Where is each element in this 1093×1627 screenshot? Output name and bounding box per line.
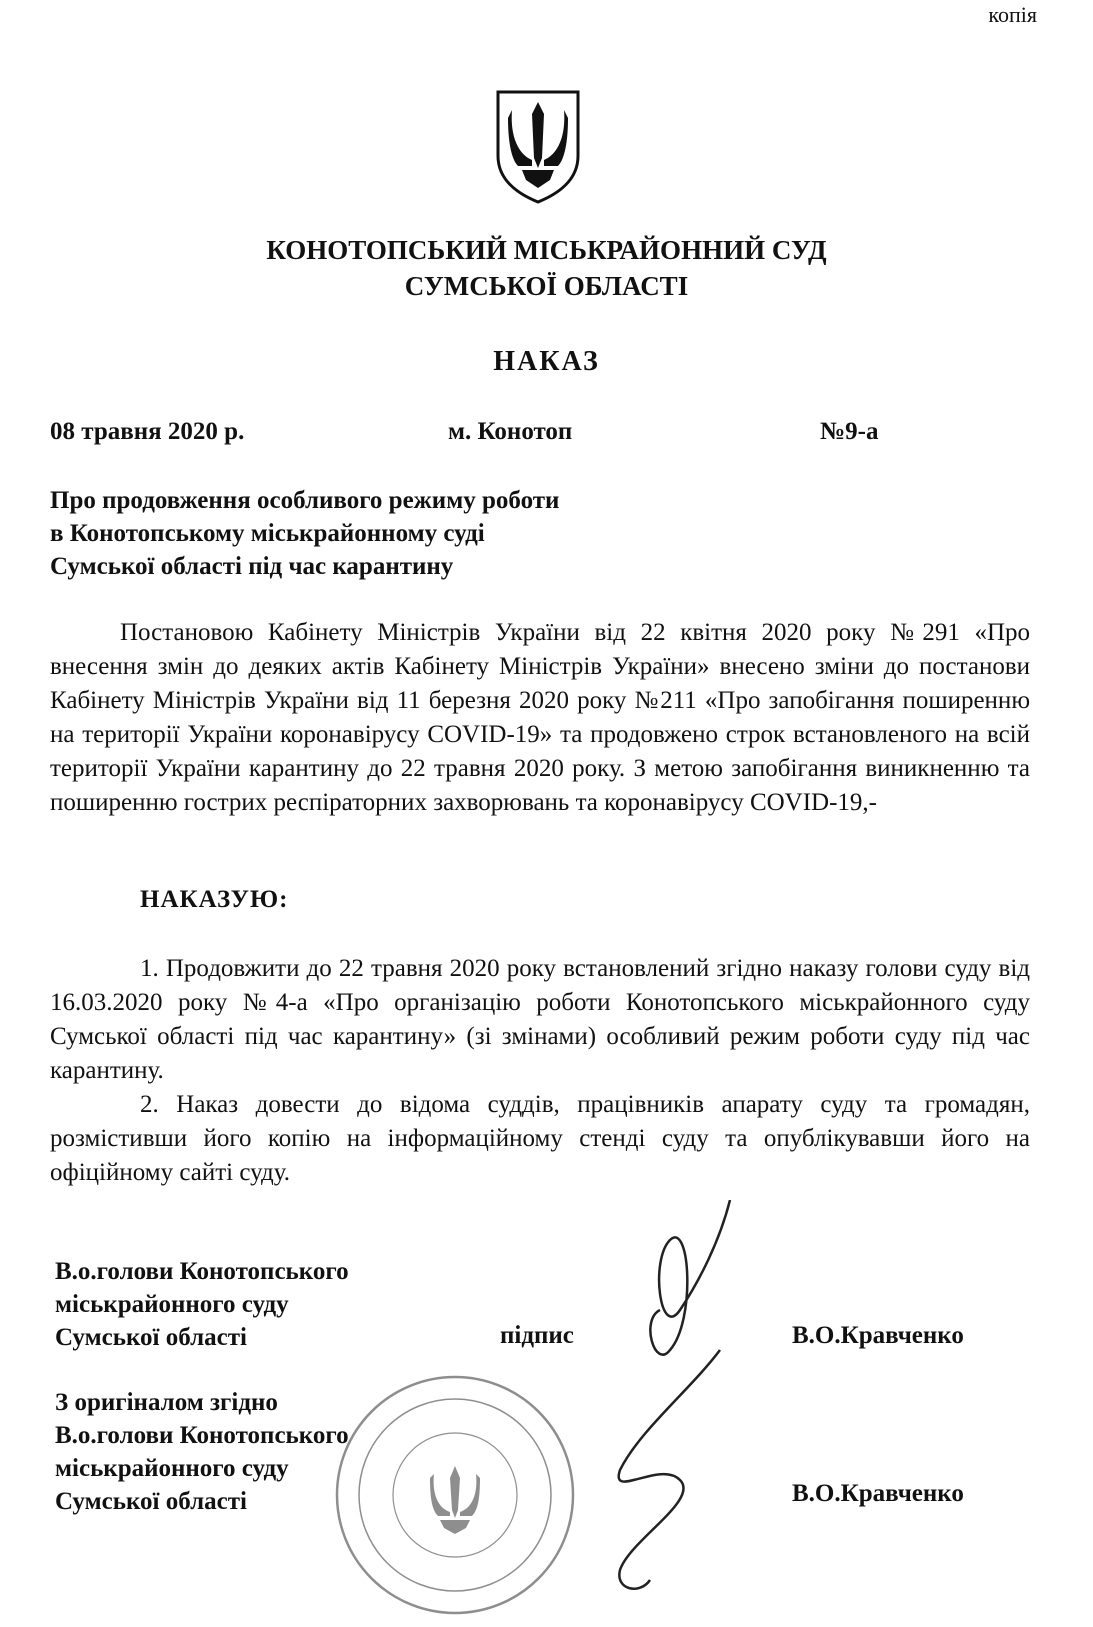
certification-line1: З оригіналом згідно [55,1389,278,1416]
certification-block [55,1386,349,1518]
court-name-line2: СУМСЬКОЇ ОБЛАСТІ [404,271,689,301]
signatory-block [55,1255,349,1354]
order-date: 08 травня 2020 р. [50,418,245,445]
order-items [50,952,1030,1190]
subject-line1: Про продовження особливого режиму роботи [50,487,560,514]
signatory-line2: міськрайонного суду [55,1291,289,1318]
certification-line3: міськрайонного суду [55,1455,289,1482]
order-number: №9-а [820,418,879,445]
signatory-line1: В.о.голови Конотопського [55,1258,349,1285]
copy-mark: копія [988,2,1037,27]
handwritten-signature [600,1200,800,1600]
court-name [0,232,1093,304]
court-seal-stamp [330,1370,580,1620]
certification-line2: В.о.голови Конотопського [55,1422,349,1449]
preamble-paragraph: Постановою Кабінету Міністрів України від 22 квітня 2020 року №291 «Про внесення змін до деяких актів Кабінету Міністрів України» внесено зміни до постанови Кабінету Міністрів України від 11 березня 2020 року №211 «Про запобігання поширенню на території України коронавірусу COVID-19» та продовжено строк встановленого на всій території України карантину до 22 травня 2020 року. З метою запобігання виникненню та поширенню гострих респіраторних захворювань та коронавірусу COVID-19,- [50,619,1030,816]
order-city: м. Конотоп [448,418,573,445]
signatory-line3: Сумської області [55,1324,247,1351]
subject-line3: Сумської області під час карантину [50,553,454,580]
certification-line4: Сумської області [55,1488,247,1515]
ukraine-trident-emblem-icon [492,88,584,204]
order-item-2: 2. Наказ довести до відома суддів, працівників апарату суду та громадян, розмістивши його копію на інформаційному стенді суду та опублікувавши його на офіційному сайті суду. [50,1091,1030,1186]
signatory-name: В.О.Кравченко [792,1322,964,1349]
subject-line2: в Конотопському міськрайонному суді [50,520,485,547]
court-name-line1: КОНОТОПСЬКИЙ МІСЬКРАЙОННИЙ СУД [266,235,827,265]
order-word: НАКАЗУЮ: [140,886,289,913]
order-item-1: 1. Продовжити до 22 травня 2020 року встановлений згідно наказу голови суду від 16.03.2020 року №4-а «Про організацію роботи Конотопського міськрайонного суду Сумської області під час карантину» (зі змінами) особливий режим роботи суду під час карантину. [50,955,1030,1084]
order-subject [50,484,559,583]
certifier-name: В.О.Кравченко [792,1480,964,1507]
signature-label: підпис [500,1322,574,1349]
order-title: НАКАЗ [493,346,600,377]
